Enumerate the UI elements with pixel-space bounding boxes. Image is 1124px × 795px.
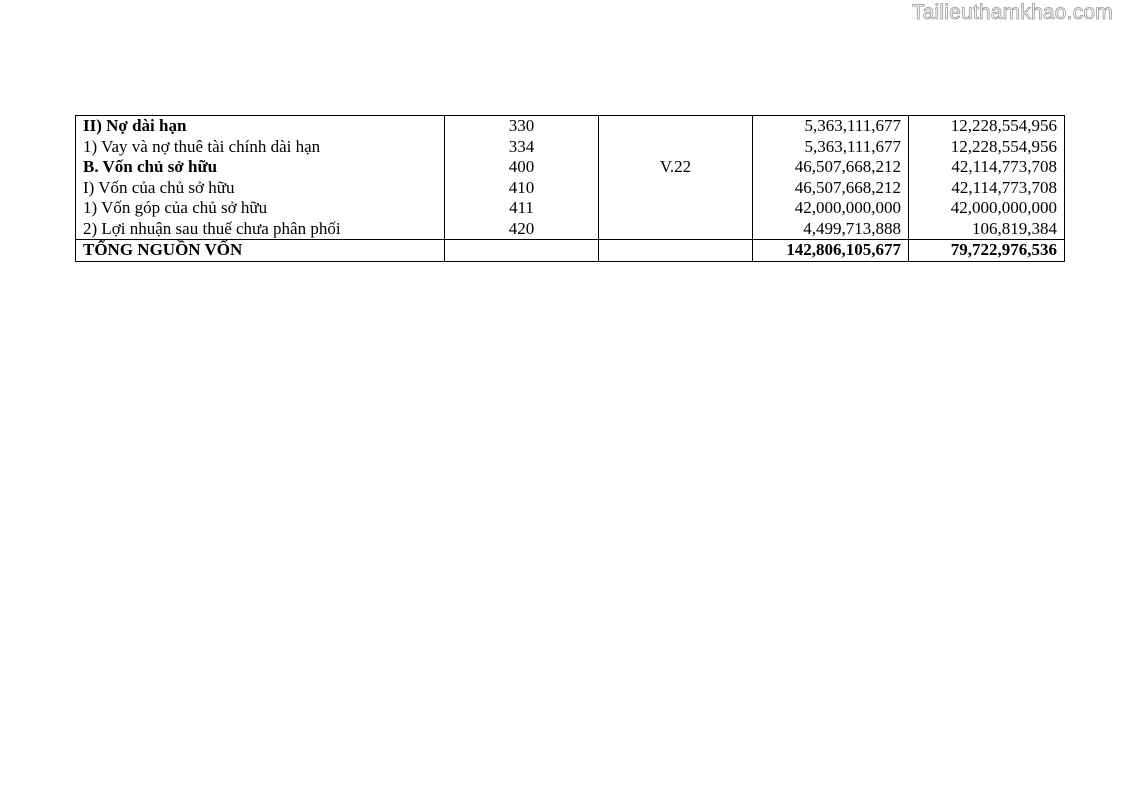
total-begin-value: 79,722,976,536	[909, 240, 1065, 262]
total-code	[445, 240, 599, 262]
row-note	[599, 178, 753, 199]
row-begin-value: 42,114,773,708	[909, 178, 1065, 199]
table-row	[76, 137, 1065, 158]
row-note	[599, 116, 753, 137]
total-label: TỔNG NGUỒN VỐN	[76, 240, 445, 262]
table-row	[76, 157, 1065, 178]
row-end-value: 5,363,111,677	[753, 137, 909, 158]
row-code: 334	[445, 137, 599, 158]
row-label: 1) Vốn góp của chủ sở hữu	[76, 198, 445, 219]
row-end-value: 46,507,668,212	[753, 157, 909, 178]
row-begin-value: 12,228,554,956	[909, 116, 1065, 137]
total-row	[76, 240, 1065, 262]
row-end-value: 4,499,713,888	[753, 219, 909, 240]
balance-sheet-table	[75, 115, 1065, 262]
row-label: 1) Vay và nợ thuê tài chính dài hạn	[76, 137, 445, 158]
row-code: 411	[445, 198, 599, 219]
total-note	[599, 240, 753, 262]
row-note: V.22	[599, 157, 753, 178]
row-code: 330	[445, 116, 599, 137]
table-row	[76, 198, 1065, 219]
row-note	[599, 198, 753, 219]
row-begin-value: 42,000,000,000	[909, 198, 1065, 219]
row-label: 2) Lợi nhuận sau thuế chưa phân phối	[76, 219, 445, 240]
row-end-value: 42,000,000,000	[753, 198, 909, 219]
table-row	[76, 116, 1065, 137]
row-code: 410	[445, 178, 599, 199]
table-row	[76, 219, 1065, 240]
row-end-value: 46,507,668,212	[753, 178, 909, 199]
row-note	[599, 219, 753, 240]
watermark-text: Tailieuthamkhao.com	[911, 1, 1113, 24]
total-end-value: 142,806,105,677	[753, 240, 909, 262]
table-row	[76, 178, 1065, 199]
row-label: I) Vốn của chủ sở hữu	[76, 178, 445, 199]
row-begin-value: 12,228,554,956	[909, 137, 1065, 158]
row-end-value: 5,363,111,677	[753, 116, 909, 137]
row-begin-value: 106,819,384	[909, 219, 1065, 240]
row-note	[599, 137, 753, 158]
row-label: II) Nợ dài hạn	[76, 116, 445, 137]
row-code: 400	[445, 157, 599, 178]
row-begin-value: 42,114,773,708	[909, 157, 1065, 178]
row-label: B. Vốn chủ sở hữu	[76, 157, 445, 178]
row-code: 420	[445, 219, 599, 240]
